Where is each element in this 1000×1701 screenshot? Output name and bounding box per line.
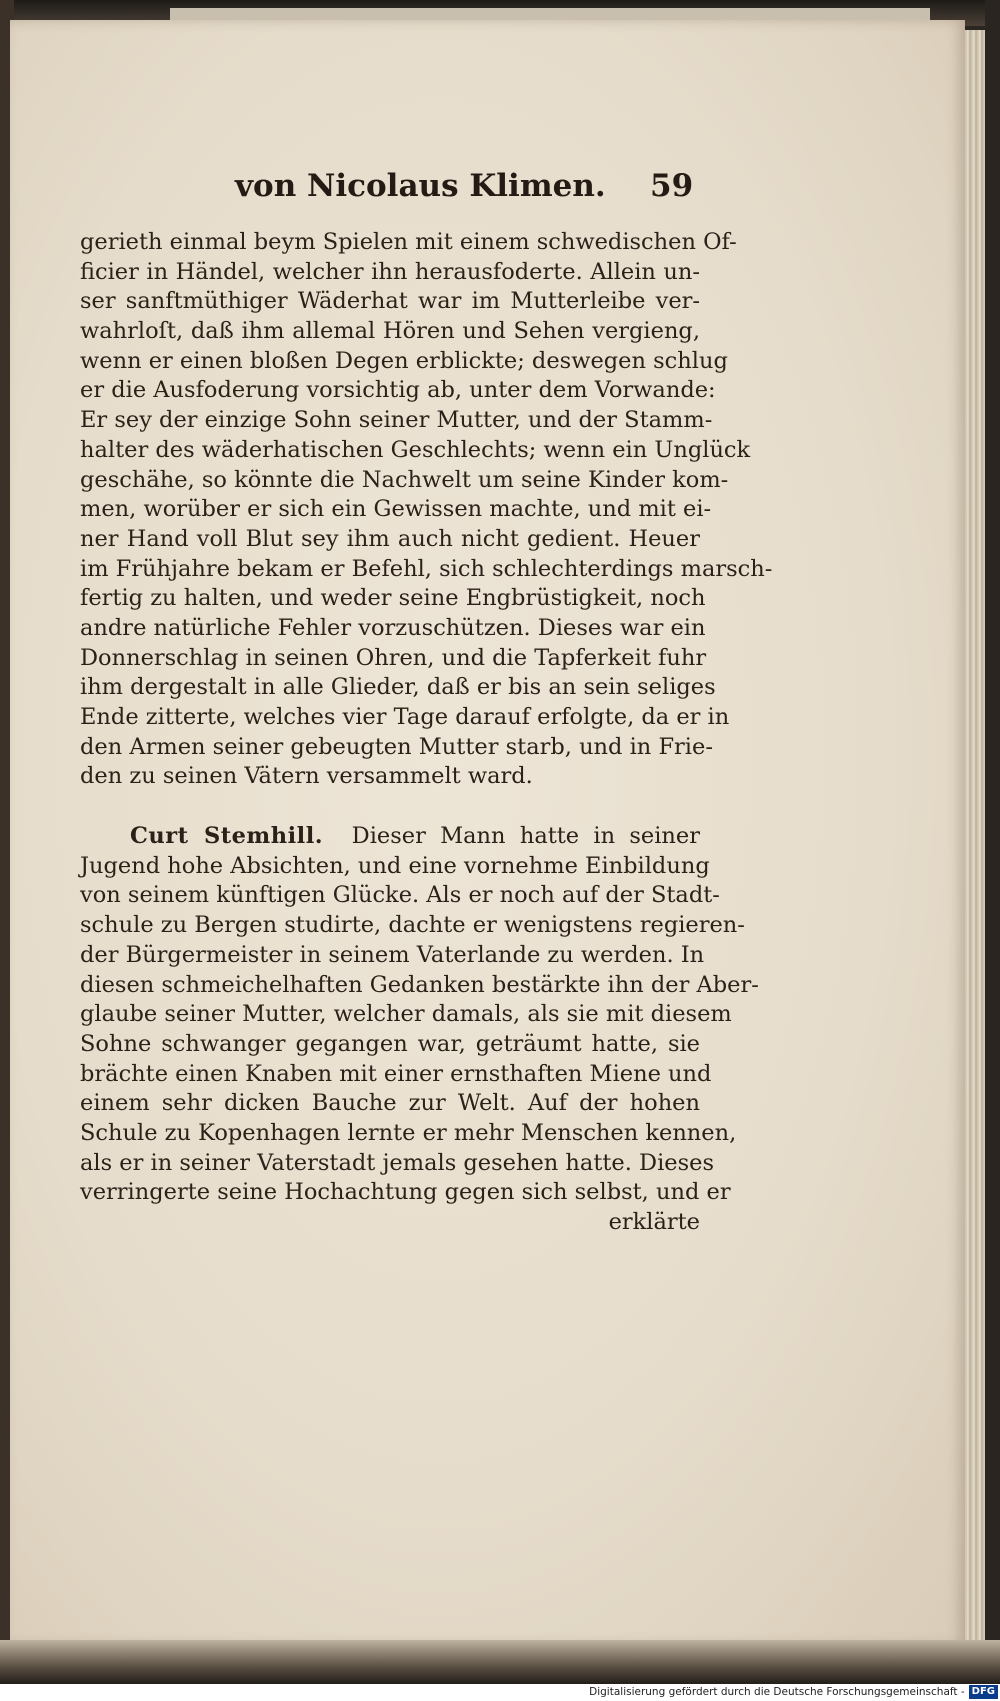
running-head: von Nicolaus Klimen. bbox=[235, 168, 606, 204]
text-line: Er sey der einzige Sohn seiner Mutter, und der Stamm- bbox=[80, 407, 713, 434]
text-line: diesen schmeichelhaften Gedanken bestärkte ihn der Aber- bbox=[80, 971, 759, 998]
entry-first-line bbox=[80, 822, 700, 852]
text-line: Jugend hohe Absichten, und eine vornehme Einbildung bbox=[80, 852, 710, 879]
text-line: verringerte seine Hochachtung gegen sich selbst, und er bbox=[80, 1179, 731, 1206]
text-line: der Bürgermeister in seinem Vaterlande zu werden. In bbox=[80, 941, 705, 968]
text-line: andre natürliche Fehler vorzuschützen. Dieses war ein bbox=[80, 614, 706, 641]
entry-first-line-text: Dieser Mann hatte in seiner bbox=[351, 823, 700, 850]
text-line: brächte einen Knaben mit einer ernsthaften Miene und bbox=[80, 1060, 712, 1087]
text-line: gerieth einmal beym Spielen mit einem schwedischen Of- bbox=[80, 229, 737, 255]
text-line: den Armen seiner gebeugten Mutter starb, und in Frie- bbox=[80, 733, 713, 760]
text-line: ner Hand voll Blut sey ihm auch nicht gedient. Heuer bbox=[80, 525, 700, 552]
book-cover-edge bbox=[985, 0, 1000, 1701]
footer-credit: Digitalisierung gefördert durch die Deutsche Forschungsgemeinschaft - bbox=[589, 1686, 965, 1698]
text-line: im Frühjahre bekam er Befehl, sich schlechterdings marsch- bbox=[80, 555, 773, 582]
text-line: als er in seiner Vaterstadt jemals gesehen hatte. Dieses bbox=[80, 1149, 714, 1176]
text-line: ficier in Händel, welcher ihn herausfoderte. Allein un- bbox=[80, 258, 700, 285]
text-line: glaube seiner Mutter, welcher damals, als sie mit diesem bbox=[80, 1001, 732, 1028]
text-line: Schule zu Kopenhagen lernte er mehr Menschen kennen, bbox=[80, 1119, 737, 1146]
text-line: Sohne schwanger gegangen war, geträumt hatte, sie bbox=[80, 1030, 700, 1057]
paragraph-1 bbox=[80, 228, 773, 792]
text-line: wenn er einen bloßen Degen erblickte; deswegen schlug bbox=[80, 347, 728, 374]
text-line: einem sehr dicken Bauche zur Welt. Auf der hohen bbox=[80, 1090, 700, 1117]
text-line: Donnerschlag in seinen Ohren, und die Tapferkeit fuhr bbox=[80, 644, 707, 671]
text-line: den zu seinen Vätern versammelt ward. bbox=[80, 763, 533, 790]
text-line: von seinem künftigen Glücke. Als er noch auf der Stadt- bbox=[80, 882, 720, 909]
dfg-logo: DFG bbox=[969, 1685, 998, 1699]
paragraph-gap bbox=[80, 792, 700, 822]
page-number: 59 bbox=[650, 168, 694, 204]
text-line: schule zu Bergen studirte, dachte er wenigstens regieren- bbox=[80, 912, 745, 939]
text-line: fertig zu halten, und weder seine Engbrüstigkeit, noch bbox=[80, 585, 706, 612]
text-line: men, worüber er sich ein Gewissen machte, und mit ei- bbox=[80, 496, 712, 523]
text-line: wahrloſt, daß ihm allemal Hören und Sehen vergieng, bbox=[80, 318, 700, 345]
body-text bbox=[80, 228, 773, 1238]
text-line: geschähe, so könnte die Nachwelt um seine Kinder kom- bbox=[80, 466, 729, 493]
text-line: halter des wäderhatischen Geschlechts; wenn ein Unglück bbox=[80, 436, 751, 463]
text-line: ser sanftmüthiger Wäderhat war im Mutterleibe ver- bbox=[80, 288, 700, 315]
entry-name: Curt Stemhill. bbox=[130, 823, 324, 850]
catchword: erklärte bbox=[608, 1209, 700, 1235]
book-bottom-edge bbox=[0, 1640, 1000, 1685]
text-line: er die Ausfoderung vorsichtig ab, unter dem Vorwande: bbox=[80, 377, 716, 404]
text-line: Ende zitterte, welches vier Tage darauf erfolgte, da er in bbox=[80, 704, 730, 730]
digitization-footer bbox=[0, 1684, 1000, 1701]
text-line: ihm dergestalt in alle Glieder, daß er bis an sein seliges bbox=[80, 674, 716, 701]
paragraph-2 bbox=[80, 822, 759, 1238]
